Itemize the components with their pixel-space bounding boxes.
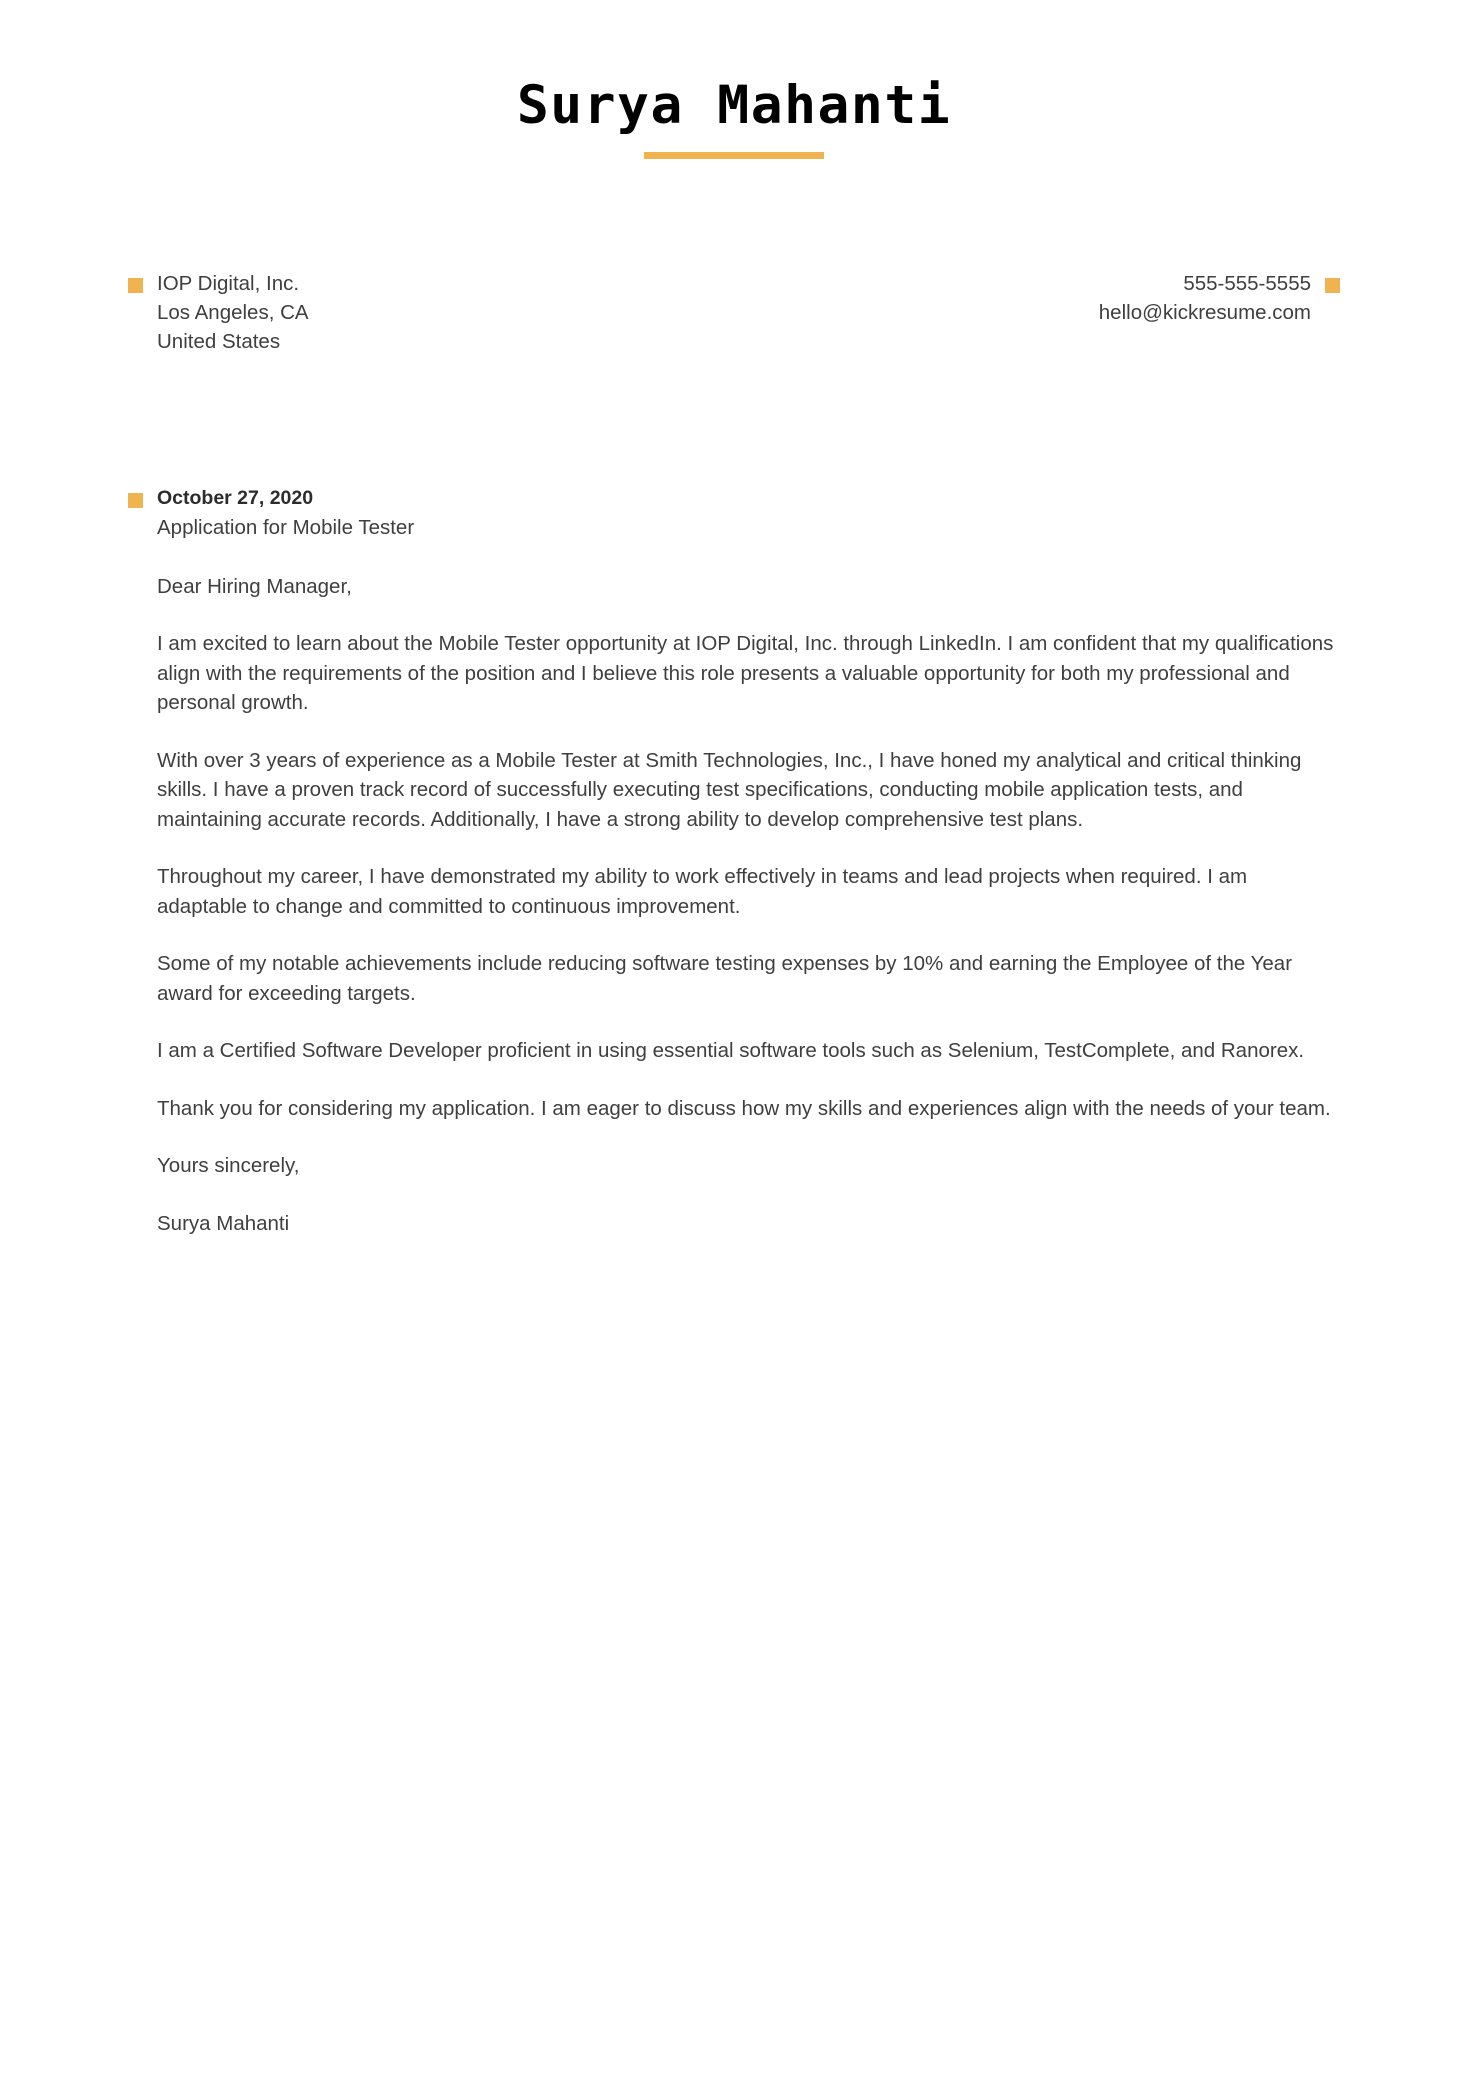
sender-email: hello@kickresume.com: [1098, 300, 1311, 324]
letter-paragraph: I am excited to learn about the Mobile Tester opportunity at IOP Digital, Inc. through LinkedIn. I am confident that my qualifications align with the requirements of the position and I believe this role presents a valuable opportunity for both my professional and personal growth.: [157, 632, 1334, 715]
letter-content: [157, 572, 1340, 1239]
letter-paragraph: With over 3 years of experience as a Mobile Tester at Smith Technologies, Inc., I have honed my analytical and critical thinking skills. I have a proven track record of successfully executing test specifications, conducting mobile application tests, and maintaining accurate records. Additionally, I have a strong ability to develop comprehensive test plans.: [157, 748, 1302, 831]
letter-meta: [128, 484, 1340, 542]
recipient-city: Los Angeles, CA: [157, 300, 309, 324]
recipient-block: [128, 269, 309, 356]
recipient-country: United States: [157, 329, 281, 353]
contact-row: [0, 269, 1468, 356]
letter-meta-lines: [157, 484, 414, 542]
page-title: Surya Mahanti: [516, 75, 952, 136]
letter-subject: Application for Mobile Tester: [157, 515, 415, 539]
letter-header: [0, 0, 1468, 159]
sender-block: [1099, 269, 1340, 327]
sender-lines: [1099, 269, 1311, 327]
letter-salutation: Dear Hiring Manager,: [157, 574, 352, 598]
letter-paragraph: Throughout my career, I have demonstrated my ability to work effectively in teams and lead projects when required. I am adaptable to change and committed to continuous improvement.: [157, 865, 1248, 918]
letter-signoff: [157, 1151, 1340, 1238]
letter-body: [0, 484, 1468, 1239]
sender-phone: 555-555-5555: [1183, 271, 1311, 295]
letter-paragraph: Some of my notable achievements include reducing software testing expenses by 10% and earning the Employee of the Year award for exceeding targets.: [157, 952, 1293, 1005]
recipient-lines: [157, 269, 309, 356]
accent-square-icon: [128, 278, 143, 293]
letter-date: October 27, 2020: [157, 486, 314, 509]
letter-paragraph: I am a Certified Software Developer proficient in using essential software tools such as Selenium, TestComplete, and Ranorex.: [157, 1039, 1305, 1063]
recipient-company: IOP Digital, Inc.: [157, 271, 300, 295]
letter-paragraph: Thank you for considering my application. I am eager to discuss how my skills and experiences align with the needs of your team.: [157, 1096, 1331, 1120]
letter-closing: Yours sincerely,: [157, 1154, 300, 1178]
accent-square-icon: [128, 493, 143, 508]
letter-signature: Surya Mahanti: [157, 1211, 290, 1235]
accent-square-icon: [1325, 278, 1340, 293]
name-accent-underline: [644, 152, 824, 159]
